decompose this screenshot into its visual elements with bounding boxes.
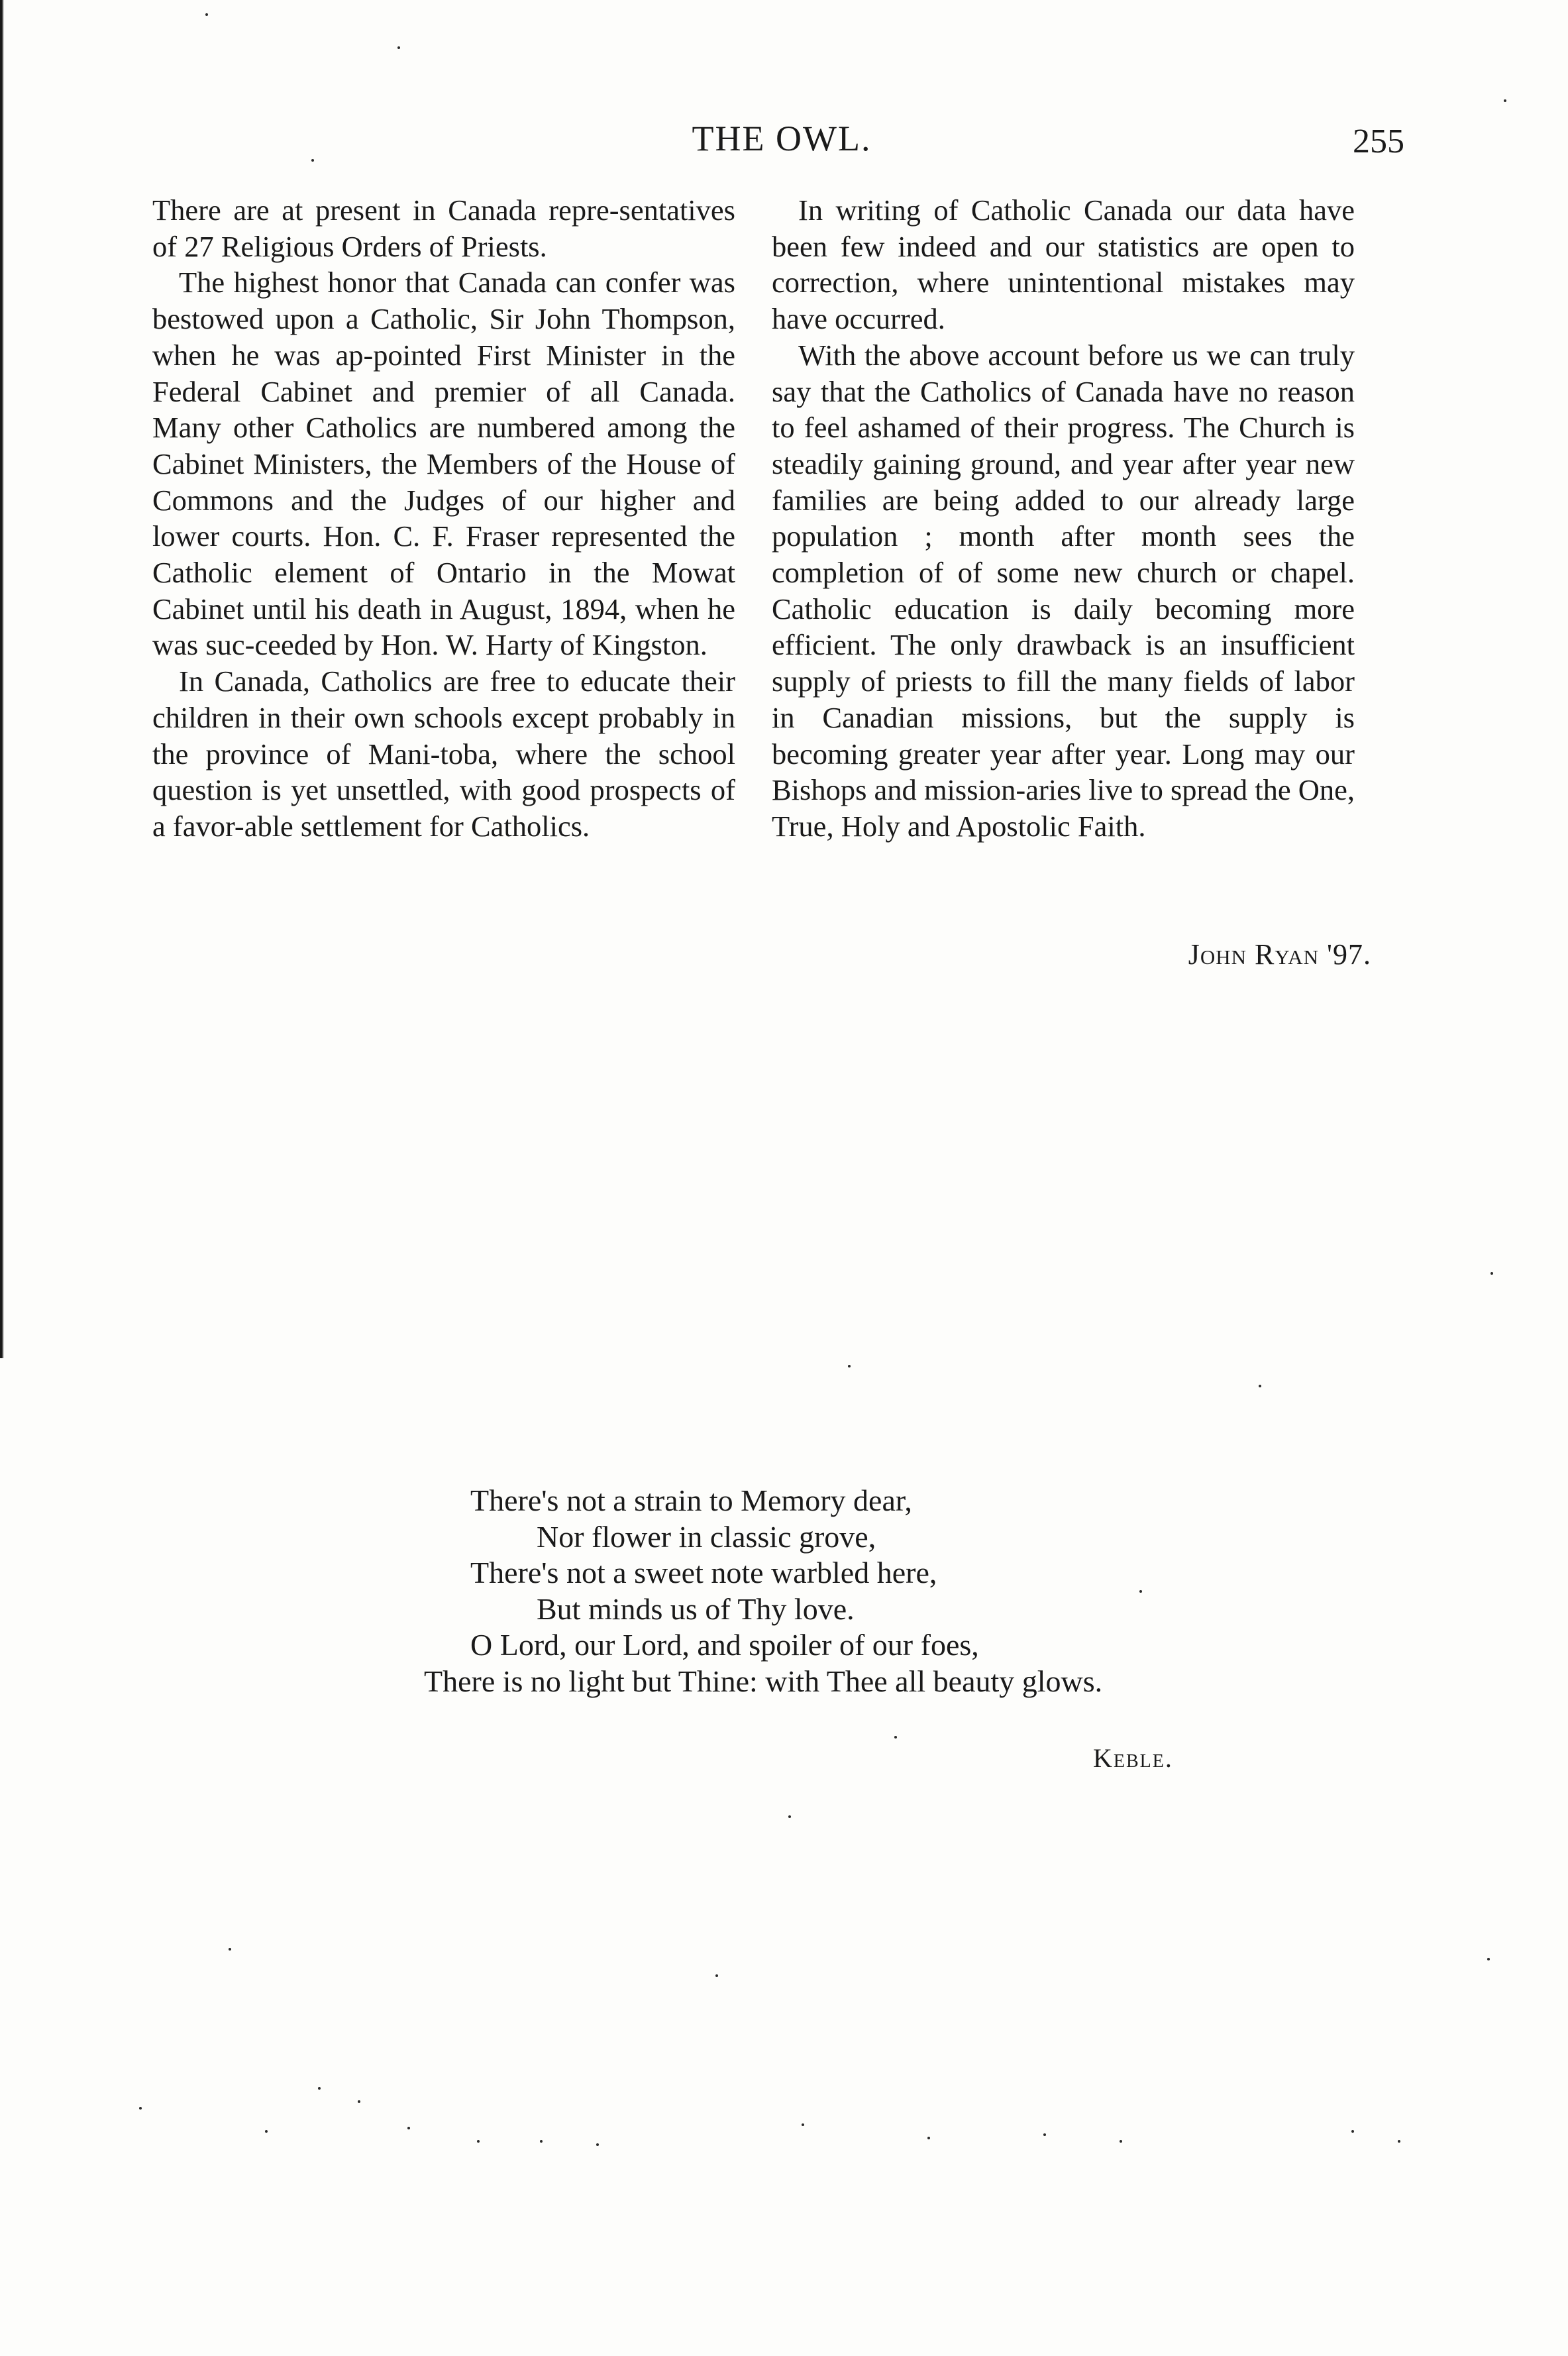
right-column xyxy=(772,192,1355,845)
scan-speck xyxy=(1487,1958,1490,1960)
paragraph: The highest honor that Canada can confer was bestowed upon a Catholic, Sir John Thompson, when he was ap-pointed First Minister in the Federal Cabinet and premier of all Canada. Many other Catholics are numbered among the Cabinet Ministers, the Members of the House of Commons and the Judges of our higher and lower courts. Hon. C. F. Fraser represented the Catholic element of Ontario in the Mowat Cabinet until his death in August, 1894, when he was suc-ceeded by Hon. W. Harty of Kingston. xyxy=(152,266,735,662)
scan-speck xyxy=(265,2130,268,2133)
scan-speck xyxy=(894,1736,897,1739)
left-column xyxy=(152,192,735,845)
scan-speck xyxy=(848,1365,851,1367)
scan-speck xyxy=(358,2100,360,2103)
page-number: 255 xyxy=(1353,123,1404,160)
poem-line: There's not a sweet note warbled here, xyxy=(470,1556,937,1589)
page-header xyxy=(159,118,1404,164)
scan-speck xyxy=(715,1974,718,1977)
poem-line: But minds us of Thy love. xyxy=(537,1591,855,1626)
scan-speck xyxy=(540,2140,543,2143)
poem-line: There's not a strain to Memory dear, xyxy=(470,1483,912,1517)
article-signature: John Ryan '97. xyxy=(1188,938,1371,971)
paragraph: In writing of Catholic Canada our data have been few indeed and our statistics are open to correction, where unintentional mistakes may have occurred. xyxy=(772,193,1355,336)
scan-speck xyxy=(318,2087,321,2090)
poem-line: There is no light but Thine: with Thee all beauty glows. xyxy=(424,1664,1103,1698)
scan-speck xyxy=(407,2127,410,2129)
scan-speck xyxy=(802,2123,804,2126)
poem-line: O Lord, our Lord, and spoiler of our foes, xyxy=(470,1628,979,1662)
poem-line: Nor flower in classic grove, xyxy=(537,1519,876,1554)
poem-author: Keble. xyxy=(1093,1743,1173,1773)
scan-speck xyxy=(1120,2140,1122,2143)
poem xyxy=(424,1483,1285,1699)
scan-speck xyxy=(927,2137,930,2139)
scan-speck xyxy=(397,46,400,49)
scan-speck xyxy=(1504,99,1506,102)
scan-speck xyxy=(1351,2130,1354,2133)
paragraph: In Canada, Catholics are free to educate their children in their own schools except probably in the province of Mani-toba, where the school question is yet unsettled, with good prospects of a favor-able settlement for Catholics. xyxy=(152,665,735,843)
scan-speck xyxy=(788,1815,791,1818)
scan-speck xyxy=(229,1948,231,1951)
scan-speck xyxy=(1398,2140,1400,2143)
scan-speck xyxy=(477,2140,480,2143)
scan-speck xyxy=(596,2143,599,2146)
scan-speck xyxy=(139,2107,142,2110)
scan-speck xyxy=(1139,1590,1142,1593)
binding-edge xyxy=(0,0,4,1358)
scan-speck xyxy=(1259,1385,1261,1387)
scan-speck xyxy=(205,13,208,16)
scan-speck xyxy=(1490,1272,1493,1275)
scan-speck xyxy=(1043,2133,1046,2136)
paragraph: With the above account before us we can truly say that the Catholics of Canada have no reason to feel ashamed of their progress. The Church is steadily gaining ground, and year after year new families are being added to our already large population ; month after month sees the completion of of some new church or chapel. Catholic education is daily becoming more efficient. The only drawback is an insufficient supply of priests to fill the many fields of labor in Canadian missions, but the supply is becoming greater year after year. Long may our Bishops and mission-aries live to spread the One, True, Holy and Apostolic Faith. xyxy=(772,338,1355,843)
running-title: THE OWL. xyxy=(692,119,872,158)
paragraph: There are at present in Canada repre-sentatives of 27 Religious Orders of Priests. xyxy=(152,193,735,263)
scan-speck xyxy=(311,159,314,162)
